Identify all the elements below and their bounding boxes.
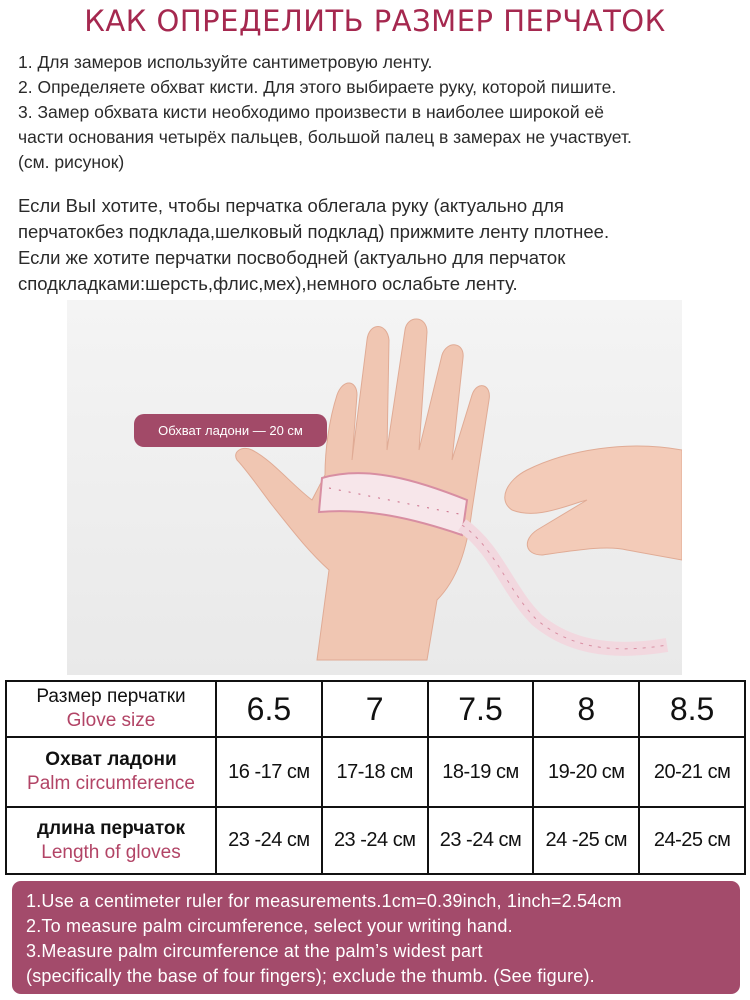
note-line: перчатокбез подклада,шелковый подклад) прижмите ленту плотнее. <box>18 221 610 242</box>
step-line: 3. Замер обхвата кисти необходимо произвести в наиболее широкой её <box>18 102 605 122</box>
palm-cell: 18-19 см <box>428 737 534 807</box>
palm-circumference-callout: Обхват ладони — 20 см <box>134 414 327 447</box>
label-en: Palm circumference <box>27 773 195 794</box>
row-header-size <box>6 681 216 737</box>
note-line: Если ВыI хотите, чтобы перчатка облегала руку (актуально для <box>18 195 564 216</box>
label-ru: длина перчаток <box>36 817 186 839</box>
palm-cell: 16 -17 см <box>216 737 322 807</box>
label-ru: Размер перчатки <box>36 686 186 707</box>
size-table <box>5 680 746 875</box>
step-line: части основания четырёх пальцев, большой палец в замерах не участвует. <box>18 127 632 147</box>
footer-line: (specifically the base of four fingers); exclude the thumb. (See figure). <box>26 966 595 986</box>
size-cell: 8.5 <box>639 681 745 737</box>
length-cell: 23 -24 см <box>216 807 322 874</box>
footer-line: 2.To measure palm circumference, select your writing hand. <box>26 916 513 936</box>
row-header-palm <box>6 737 216 807</box>
label-en: Glove size <box>66 710 156 731</box>
length-cell: 24-25 см <box>639 807 745 874</box>
size-cell: 7 <box>322 681 428 737</box>
palm-cell: 19-20 см <box>533 737 639 807</box>
table-row <box>6 737 745 807</box>
length-cell: 23 -24 см <box>428 807 534 874</box>
length-cell: 24 -25 см <box>533 807 639 874</box>
footer-line: 3.Measure palm circumference at the palm’s widest part <box>26 941 483 961</box>
size-cell: 6.5 <box>216 681 322 737</box>
hand-measurement-photo <box>67 300 682 675</box>
page-title: КАК ОПРЕДЕЛИТЬ РАЗМЕР ПЕРЧАТОК <box>84 4 666 38</box>
english-instructions-box <box>12 881 740 994</box>
table-row <box>6 681 745 737</box>
instruction-steps <box>18 50 738 175</box>
step-line: 2. Определяете обхват кисти. Для этого выбираете руку, которой пишите. <box>18 77 617 97</box>
step-line: (см. рисунок) <box>18 152 125 172</box>
fit-note <box>18 193 738 297</box>
row-header-length <box>6 807 216 874</box>
size-cell: 7.5 <box>428 681 534 737</box>
size-cell: 8 <box>533 681 639 737</box>
label-ru: Охват ладони <box>45 749 177 770</box>
palm-cell: 20-21 см <box>639 737 745 807</box>
label-en: Length of gloves <box>41 841 181 863</box>
step-line: 1. Для замеров используйте сантиметровую ленту. <box>18 52 433 72</box>
footer-line: 1.Use a centimeter ruler for measurements.1cm=0.39inch, 1inch=2.54cm <box>26 891 622 911</box>
palm-cell: 17-18 см <box>322 737 428 807</box>
table-row <box>6 807 745 874</box>
note-line: Если же хотите перчатки посвободней (актуально для перчаток <box>18 247 566 268</box>
note-line: сподкладками:шерсть,флис,мех),немного ослабьте ленту. <box>18 273 518 294</box>
length-cell: 23 -24 см <box>322 807 428 874</box>
